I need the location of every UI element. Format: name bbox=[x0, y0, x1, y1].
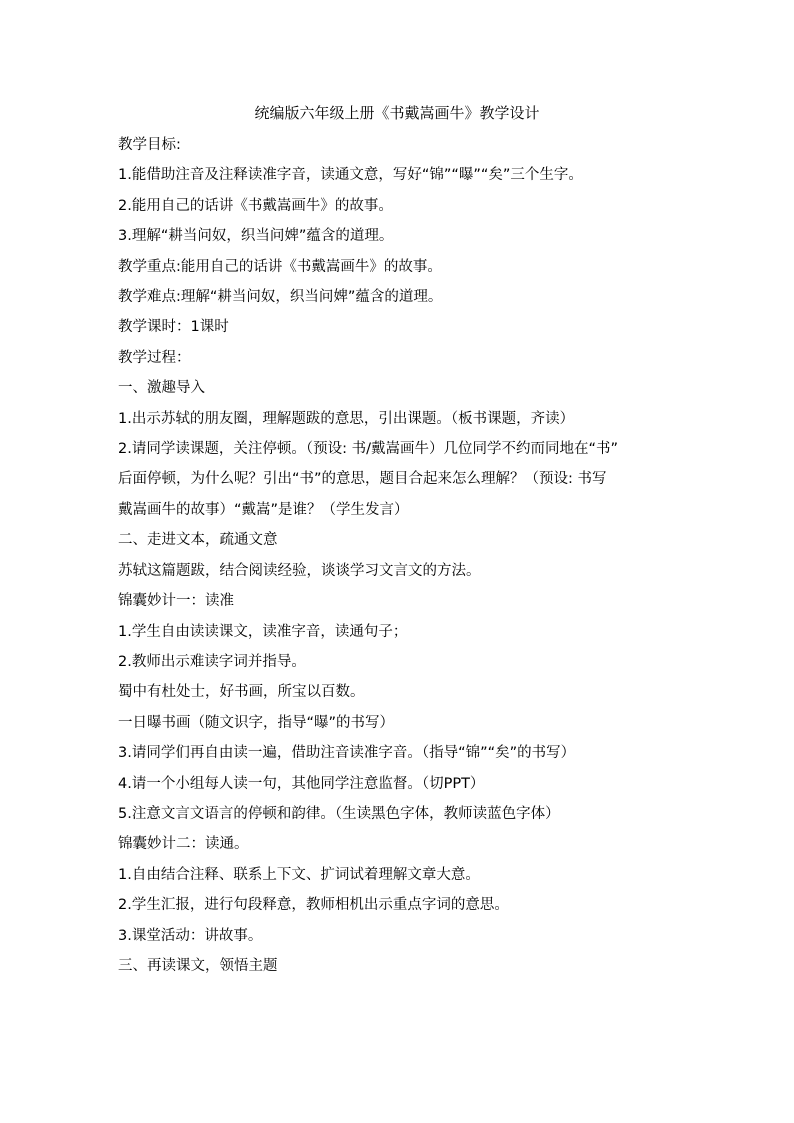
body-line: 教学过程： bbox=[118, 349, 191, 366]
document-title: 统编版六年级上册《书戴嵩画牛》教学设计 bbox=[254, 104, 540, 122]
body-line: 锦囊妙计一：读准 bbox=[118, 593, 234, 610]
body-line: 5.注意文言文语言的停顿和韵律。（生读黑色字体，教师读蓝色字体） bbox=[118, 805, 560, 822]
body-line: 3.课堂活动：讲故事。 bbox=[118, 927, 263, 944]
body-line: 戴嵩画牛的故事）“戴嵩”是谁？（学生发言） bbox=[118, 501, 409, 518]
body-line: 一日曝书画（随文识字，指导“曝”的书写） bbox=[118, 714, 395, 731]
body-line: 教学重点:能用自己的话讲《书戴嵩画牛》的故事。 bbox=[118, 258, 442, 275]
body-line: 苏轼这篇题跋，结合阅读经验，谈谈学习文言文的方法。 bbox=[118, 562, 481, 579]
body-line: 3.请同学们再自由读一遍，借助注音读准字音。（指导“锦”“矣”的书写） bbox=[118, 745, 576, 762]
body-line: 2.能用自己的话讲《书戴嵩画牛》的故事。 bbox=[118, 197, 393, 214]
body-line: 3.理解“耕当问奴，织当问婢”蕴含的道理。 bbox=[118, 228, 394, 245]
body-line: 1.学生自由读读课文，读准字音，读通句子； bbox=[118, 623, 408, 640]
section-heading: 二、走进文本，疏通文意 bbox=[118, 532, 278, 549]
body-line: 2.教师出示难读字词并指导。 bbox=[118, 653, 306, 670]
section-heading: 一、激趣导入 bbox=[118, 380, 205, 397]
body-line: 后面停顿，为什么呢？引出“书”的意思，题目合起来怎么理解？（预设: 书写 bbox=[118, 471, 607, 488]
body-line: 蜀中有杜处士，好书画，所宝以百数。 bbox=[118, 684, 365, 701]
body-line: 教学课时：1课时 bbox=[118, 319, 229, 336]
body-line: 教学难点:理解“耕当问奴，织当问婢”蕴含的道理。 bbox=[118, 289, 443, 306]
body-line: 2.请同学读课题，关注停顿。（预设: 书/戴嵩画牛）几位同学不约而同地在“书” bbox=[118, 441, 618, 458]
body-line: 1.能借助注音及注释读准字音，读通文意，写好“锦”“曝”“矣”三个生字。 bbox=[118, 167, 583, 184]
body-line: 锦囊妙计二：读通。 bbox=[118, 836, 249, 853]
body-line: 教学目标: bbox=[118, 137, 181, 153]
document-body bbox=[118, 130, 688, 981]
section-heading: 三、再读课文，领悟主题 bbox=[118, 957, 278, 974]
body-line: 1.出示苏轼的朋友圈，理解题跋的意思，引出课题。（板书课题，齐读） bbox=[118, 410, 575, 427]
body-line: 2.学生汇报，进行句段释意，教师相机出示重点字词的意思。 bbox=[118, 897, 509, 914]
body-line: 1.自由结合注释、联系上下文、扩词试着理解文章大意。 bbox=[118, 866, 480, 883]
body-line: 4.请一个小组每人读一句，其他同学注意监督。（切PPT） bbox=[118, 775, 485, 792]
